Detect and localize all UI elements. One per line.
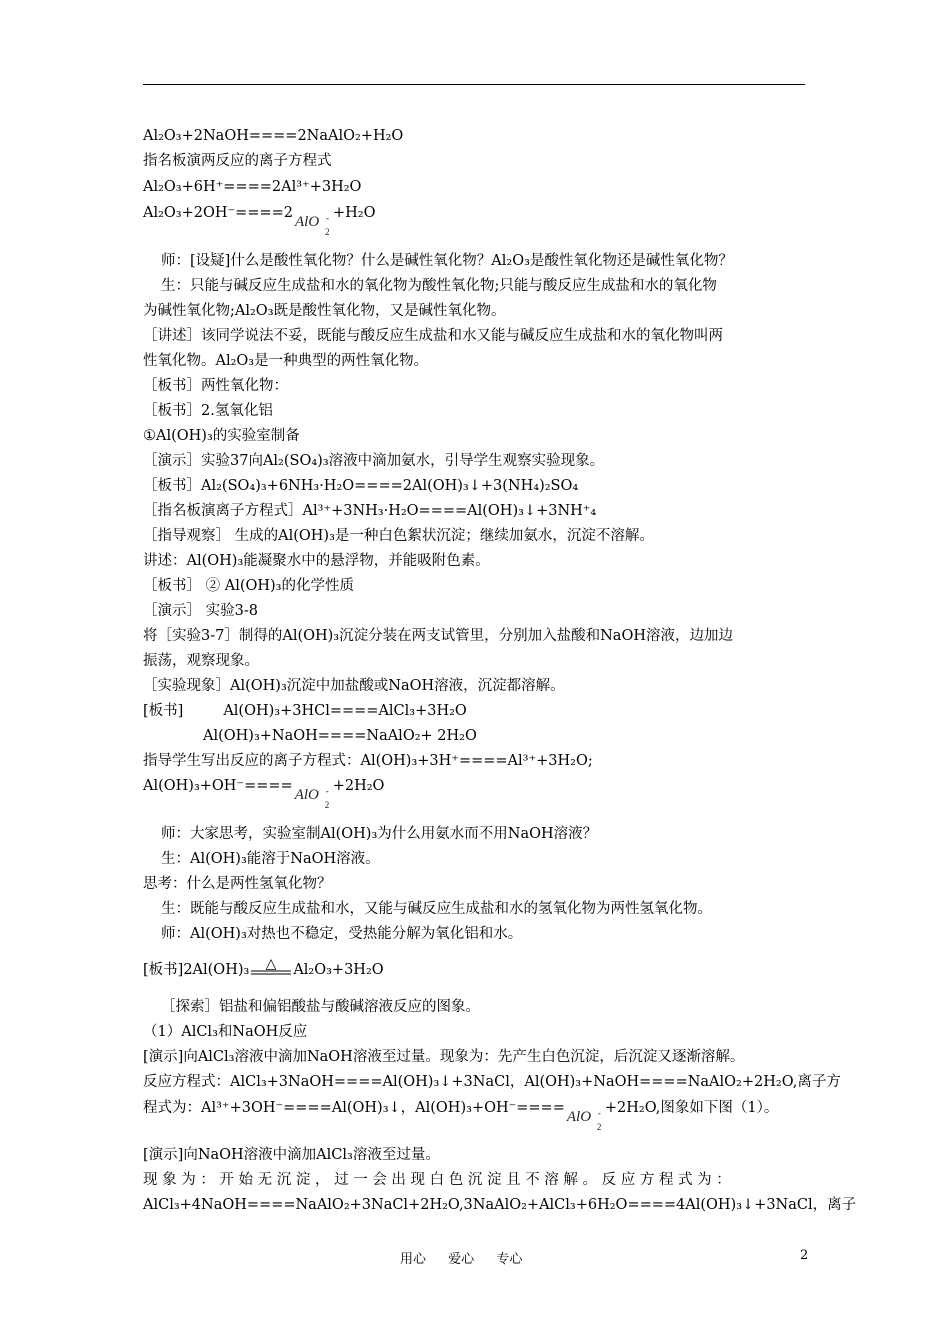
text-line: ［指导观察］ 生成的Al(OH)₃是一种白色絮状沉淀；继续加氨水，沉淀不溶解。: [143, 528, 654, 544]
text-line: ［指名板演离子方程式］Al³⁺+3NH₃·H₂O====Al(OH)₃↓+3NH⁺₄: [143, 503, 597, 519]
dialogue-line: 生：既能与酸反应生成盐和水，又能与碱反应生成盐和水的氢氧化物为两性氢氧化物。: [161, 901, 712, 917]
demo-line: ［演示］实验37向Al₂(SO₄)₃溶液中滴加氨水，引导学生观察实验现象。: [143, 453, 605, 469]
header-rule: [143, 84, 805, 85]
aluminate-ion-formula: AlO - 2: [294, 786, 330, 810]
equation-line: Al(OH)₃+OH⁻==== AlO - 2 +2H₂O: [143, 778, 385, 810]
text-line: 讲述：Al(OH)₃能凝聚水中的悬浮物，并能吸附色素。: [143, 553, 490, 569]
board-note: [板书] Al(OH)₃+3HCl====AlCl₃+3H₂O: [143, 703, 467, 719]
footer-motto: 用心: [400, 1252, 427, 1267]
aluminate-ion-formula: AlO - 2: [566, 1108, 602, 1132]
dialogue-line: 师：[设疑]什么是酸性氧化物？什么是碱性氧化物？Al₂O₃是酸性氧化物还是碱性氧化物？: [161, 253, 733, 269]
text-line: 性氧化物。Al₂O₃是一种典型的两性氧化物。: [143, 353, 429, 369]
board-note: ［板书］2.氢氧化铝: [143, 403, 273, 419]
text-line: 思考：什么是两性氢氧化物？: [143, 876, 332, 892]
equation-part: +H₂O: [333, 205, 376, 221]
equation-line: 程式为：Al³⁺+3OH⁻====Al(OH)₃↓，Al(OH)₃+OH⁻==== AlO - 2 +2H₂O,图象如下图（1）。: [143, 1100, 779, 1132]
demo-line: [演示]向NaOH溶液中滴加AlCl₃溶液至过量。: [143, 1147, 440, 1163]
board-note: [板书]2Al(OH)₃ △ Al₂O₃+3H₂O: [143, 956, 384, 978]
text-line: 为碱性氧化物;Al₂O₃既是酸性氧化物，又是碱性氧化物。: [143, 303, 506, 319]
footer-motto: 专心: [496, 1252, 523, 1267]
equation-line: 反应方程式：AlCl₃+3NaOH====Al(OH)₃↓+3NaCl，Al(OH)₃+NaOH====NaAlO₂+2H₂O,离子方: [143, 1074, 841, 1090]
svg-text:△: △: [265, 956, 277, 972]
aluminate-ion-formula: AlO - 2: [295, 213, 330, 237]
footer-mottos: [400, 1248, 540, 1267]
dialogue-line: 师：大家思考，实验室制Al(OH)₃为什么用氨水而不用NaOH溶液？: [161, 826, 598, 842]
board-note: ［板书］Al₂(SO₄)₃+6NH₃·H₂O====2Al(OH)₃↓+3(NH₄)₂SO₄: [143, 478, 579, 494]
heating-arrow-icon: [249, 956, 293, 976]
text-line: 振荡，观察现象。: [143, 653, 259, 669]
demo-line: [演示]向AlCl₃溶液中滴加NaOH溶液至过量。现象为：先产生白色沉淀，后沉淀又逐渐溶解。: [143, 1049, 745, 1065]
text-line: 指导学生写出反应的离子方程式：Al(OH)₃+3H⁺====Al³⁺+3H₂O;: [143, 753, 593, 769]
footer-motto: 爱心: [448, 1252, 475, 1267]
equation-line: AlCl₃+4NaOH====NaAlO₂+3NaCl+2H₂O,3NaAlO₂+AlCl₃+6H₂O====4Al(OH)₃↓+3NaCl，离子: [143, 1197, 857, 1213]
equation-part: Al₂O₃+2OH⁻====2: [143, 205, 294, 221]
text-line: （1）AlCl₃和NaOH反应: [143, 1024, 308, 1040]
text-line: ［讲述］该同学说法不妥，既能与酸反应生成盐和水又能与碱反应生成盐和水的氧化物叫两: [143, 328, 723, 344]
equation-line: Al₂O₃+2NaOH====2NaAlO₂+H₂O: [143, 128, 404, 144]
text-line: ［探索］铝盐和偏铝酸盐与酸碱溶液反应的图象。: [161, 999, 480, 1015]
dialogue-line: 师：Al(OH)₃对热也不稳定，受热能分解为氧化铝和水。: [161, 926, 523, 942]
equation-line: [143, 202, 376, 237]
equation-line: Al₂O₃+6H⁺====2Al³⁺+3H₂O: [143, 179, 362, 195]
demo-line: ［演示］ 实验3-8: [143, 603, 258, 619]
text-line: 现 象 为 ： 开 始 无 沉 淀 ， 过 一 会 出 现 白 色 沉 淀 且 不 溶 解 。 反 应 方 程 式 为 ：: [143, 1172, 731, 1188]
text-line: 将［实验3-7］制得的Al(OH)₃沉淀分装在两支试管里，分别加入盐酸和NaOH溶液，边加边: [143, 628, 733, 644]
dialogue-line: 生：只能与碱反应生成盐和水的氧化物为酸性氧化物;只能与酸反应生成盐和水的氧化物: [161, 278, 717, 294]
text-line: 指名板演两反应的离子方程式: [143, 153, 332, 169]
text-line: ［实验现象］Al(OH)₃沉淀中加盐酸或NaOH溶液，沉淀都溶解。: [143, 678, 565, 694]
equation-line: Al(OH)₃+NaOH====NaAlO₂+ 2H₂O: [203, 728, 477, 744]
page-number: 2: [800, 1248, 809, 1263]
board-note: ［板书］两性氧化物：: [143, 378, 288, 394]
text-line: ①Al(OH)₃的实验室制备: [143, 428, 300, 444]
board-note: ［板书］ ② Al(OH)₃的化学性质: [143, 578, 354, 594]
dialogue-line: 生：Al(OH)₃能溶于NaOH溶液。: [161, 851, 380, 867]
